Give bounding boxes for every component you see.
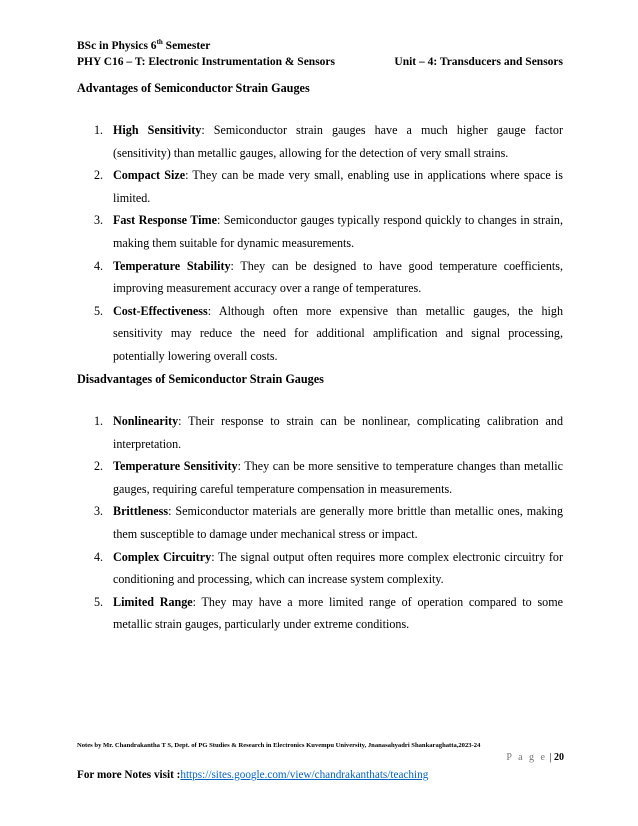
list-item — [77, 255, 563, 300]
item-text: : Semiconductor materials are generally more brittle than metallic ones, making them susceptible to damage under mechanical stress or impact. — [113, 504, 563, 541]
item-text: : They can be designed to have good temperature coefficients, improving measurement accuracy over a range of temperatures. — [113, 258, 563, 296]
item-text: : Although often more expensive than metallic gauges, the high sensitivity may reduce the need for additional amplification and signal processing, potentially lowering overall costs. — [113, 303, 563, 363]
footer-note: Notes by Mr. Chandrakantha T S, Dept. of PG Studies & Research in Electronics Kuvempu University, Jnanasahyadri Shankaraghatta,2023-24 — [77, 742, 481, 749]
advantages-list — [77, 119, 563, 368]
advantages-section — [77, 80, 563, 368]
semester-suffix: Semester — [162, 40, 211, 52]
list-item — [77, 546, 563, 591]
notes-link[interactable]: https://sites.google.com/view/chandrakanthats/teaching — [180, 769, 429, 781]
item-number: 5. — [94, 303, 104, 318]
advantages-heading: Advantages of Semiconductor Strain Gauges — [77, 81, 310, 95]
item-term: Fast Response Time — [113, 213, 217, 228]
page-word: P a g e — [506, 752, 547, 763]
list-item — [77, 119, 563, 164]
item-number: 3. — [94, 213, 104, 228]
list-item — [77, 300, 563, 368]
disadvantages-section — [77, 371, 563, 636]
list-item — [77, 455, 563, 500]
footer-link-prefix: For more Notes visit : — [77, 769, 181, 781]
course-title: PHY C16 – T: Electronic Instrumentation & Sensors — [77, 56, 335, 68]
course-line — [77, 54, 563, 70]
item-number: 3. — [94, 504, 104, 519]
item-term: Cost-Effectiveness — [113, 303, 208, 318]
item-number: 4. — [94, 258, 104, 273]
page-number-value: 20 — [554, 752, 564, 763]
item-text: : They can be more sensitive to temperature changes than metallic gauges, requiring careful temperature compensation in measurements. — [113, 459, 563, 496]
list-item — [77, 410, 563, 455]
list-item — [77, 209, 563, 254]
item-number: 5. — [94, 594, 104, 609]
item-number: 4. — [94, 549, 104, 564]
disadvantages-list — [77, 410, 563, 636]
semester-text: BSc in Physics 6 — [77, 40, 157, 52]
item-term: Limited Range — [113, 594, 193, 609]
item-number: 2. — [94, 168, 104, 183]
item-number: 2. — [94, 459, 104, 474]
item-text: : Semiconductor strain gauges have a much higher gauge factor (sensitivity) than metallic gauges, allowing for the detection of very small strains. — [113, 123, 563, 160]
item-text: : Semiconductor gauges typically respond quickly to changes in strain, making them suitable for dynamic measurements. — [113, 213, 563, 250]
item-term: Complex Circuitry — [113, 549, 212, 564]
item-text: : They can be made very small, enabling use in applications where space is limited. — [113, 168, 563, 205]
semester-line — [77, 38, 563, 54]
item-term: Temperature Stability — [113, 258, 231, 273]
footer-link-line — [77, 769, 428, 781]
item-text: : Their response to strain can be nonlinear, complicating calibration and interpretation. — [113, 414, 563, 451]
semester-superscript: th — [156, 38, 163, 47]
item-text: : The signal output often requires more complex electronic circuitry for conditioning and processing, which can increase system complexity. — [113, 549, 563, 587]
item-text: : They may have a more limited range of operation compared to some metallic strain gauges, particularly under extreme conditions. — [113, 594, 563, 632]
disadvantages-heading: Disadvantages of Semiconductor Strain Gauges — [77, 372, 324, 386]
item-term: Temperature Sensitivity — [113, 459, 238, 474]
page-header — [77, 38, 563, 70]
item-number: 1. — [94, 123, 104, 137]
item-term: Compact Size — [113, 168, 186, 183]
list-item — [77, 500, 563, 545]
unit-title: Unit – 4: Transducers and Sensors — [394, 56, 563, 68]
page-number — [506, 752, 564, 763]
item-term: Brittleness — [113, 504, 169, 519]
page-separator: | — [546, 752, 554, 763]
item-number: 1. — [94, 414, 104, 428]
list-item — [77, 164, 563, 209]
list-item — [77, 591, 563, 636]
item-term: Nonlinearity — [113, 414, 179, 428]
item-term: High Sensitivity — [113, 123, 202, 137]
